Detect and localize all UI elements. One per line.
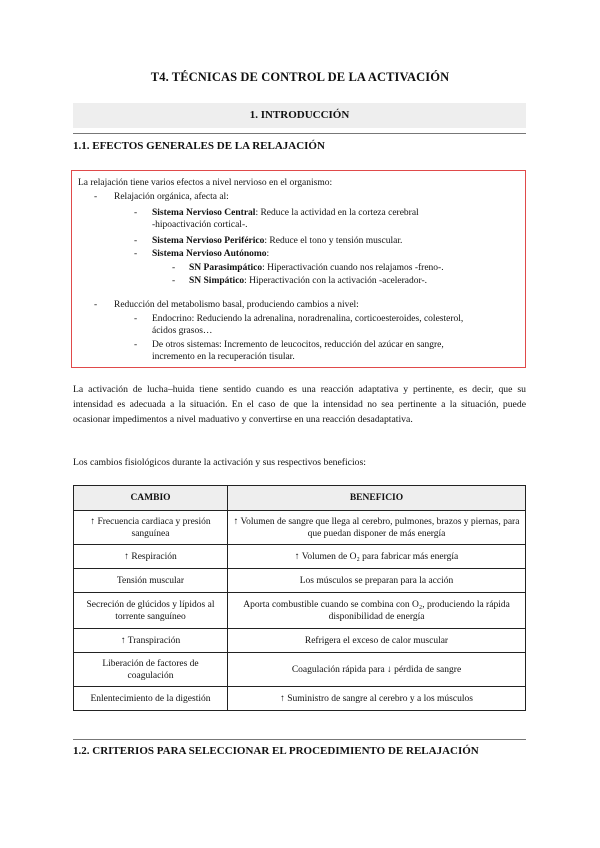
item-parasympathetic — [189, 262, 444, 274]
cell-benefit: Coagulación rápida para ↓ pérdida de sangre — [228, 653, 526, 687]
document-title: T4. TÉCNICAS DE CONTROL DE LA ACTIVACIÓN — [150, 70, 450, 84]
cell-benefit: Aporta combustible cuando se combina con O₂, produciendo la rápida disponibilidad de energía — [228, 593, 526, 629]
header-beneficio: BENEFICIO — [228, 486, 526, 511]
table-row — [74, 687, 526, 711]
item-other-systems-2: incremento en la recuperación tisular. — [152, 352, 295, 362]
cell-benefit: ↑ Suministro de sangre al cerebro y a los músculos — [228, 687, 526, 711]
bullet-dash: - — [94, 192, 98, 202]
box-intro: La relajación tiene varios efectos a nivel nervioso en el organismo: — [78, 178, 333, 188]
simp-label: SN Simpático — [189, 276, 245, 286]
item-endocrine-2: ácidos grasos… — [152, 326, 213, 336]
cell-change: ↑ Frecuencia cardiaca y presión sanguínea — [74, 511, 228, 545]
bullet-dash: - — [134, 340, 138, 350]
item-sna — [152, 248, 269, 260]
bullet-dash: - — [134, 208, 138, 218]
divider — [73, 133, 526, 134]
cell-benefit: Refrigera el exceso de calor muscular — [228, 629, 526, 653]
cell-change: Liberación de factores de coagulación — [74, 653, 228, 687]
snp-text: : Reduce el tono y tensión muscular. — [264, 236, 403, 246]
bullet-dash: - — [94, 300, 98, 310]
bullet-dash: - — [134, 314, 138, 324]
snc-label: Sistema Nervioso Central — [152, 208, 256, 218]
table-row — [74, 653, 526, 687]
table-header-row — [74, 486, 526, 511]
cell-change: Secreción de glúcidos y lípidos al torrente sanguíneo — [74, 593, 228, 629]
cell-change: ↑ Respiración — [74, 545, 228, 569]
relaxation-effects-box — [71, 170, 526, 368]
item-snc — [152, 207, 520, 219]
table-row — [74, 545, 526, 569]
snc-text: : Reduce la actividad en la corteza cerebral — [255, 208, 419, 218]
cell-benefit: Los músculos se preparan para la acción — [228, 569, 526, 593]
simp-text: : Hiperactivación con la activación -acelerador-. — [244, 276, 428, 286]
item-sympathetic — [189, 275, 427, 287]
snc-text-2: -hipoactivación cortical-. — [152, 220, 248, 230]
table-row — [74, 511, 526, 545]
table-row — [74, 593, 526, 629]
cell-change: Enlentecimiento de la digestión — [74, 687, 228, 711]
cell-change: ↑ Transpiración — [74, 629, 228, 653]
paragraph-table-intro: Los cambios fisiológicos durante la activación y sus respectivos beneficios: — [73, 457, 366, 468]
bullet-dash: - — [172, 276, 176, 286]
divider — [73, 739, 526, 740]
subsection-heading-1-1: 1.1. EFECTOS GENERALES DE LA RELAJACIÓN — [73, 140, 325, 152]
bullet-metabolism: Reducción del metabolismo basal, produciendo cambios a nivel: — [114, 300, 359, 310]
cell-change: Tensión muscular — [74, 569, 228, 593]
bullet-organic-relaxation: Relajación orgánica, afecta al: — [114, 192, 229, 202]
snp-label: Sistema Nervioso Periférico — [152, 236, 265, 246]
item-endocrine: Endocrino: Reduciendo la adrenalina, noradrenalina, corticoesteroides, colesterol, — [152, 314, 464, 324]
para-label: SN Parasimpático — [189, 263, 263, 273]
paragraph-fight-flight: La activación de lucha–huida tiene sentido cuando es una reacción adaptativa y pertinente, es decir, que su intensidad es adecuada a la situación. En el caso de que la intensidad no sea pertinente a la situación, puede ocasionar impedimentos a nivel maduativo y convertirse en una reacción desadaptativa. — [73, 384, 526, 425]
cell-benefit: ↑ Volumen de O₂ para fabricar más energía — [228, 545, 526, 569]
section-heading: 1. INTRODUCCIÓN — [73, 103, 526, 128]
sna-label: Sistema Nervioso Autónomo — [152, 249, 267, 259]
bullet-dash: - — [172, 263, 176, 273]
sna-text: : — [266, 249, 270, 259]
table-row — [74, 629, 526, 653]
subsection-heading-1-2: 1.2. CRITERIOS PARA SELECCIONAR EL PROCEDIMIENTO DE RELAJACIÓN — [73, 745, 479, 757]
item-snp — [152, 235, 402, 247]
bullet-dash: - — [134, 236, 138, 246]
cell-benefit: ↑ Volumen de sangre que llega al cerebro, pulmones, brazos y piernas, para que puedan disponer de más energía — [228, 511, 526, 545]
bullet-dash: - — [134, 249, 138, 259]
header-cambio: CAMBIO — [74, 486, 228, 511]
physiological-changes-table — [73, 485, 526, 711]
table-row — [74, 569, 526, 593]
para-text: : Hiperactivación cuando nos relajamos -freno-. — [262, 263, 444, 273]
item-other-systems: De otros sistemas: Incremento de leucocitos, reducción del azúcar en sangre, — [152, 340, 444, 350]
